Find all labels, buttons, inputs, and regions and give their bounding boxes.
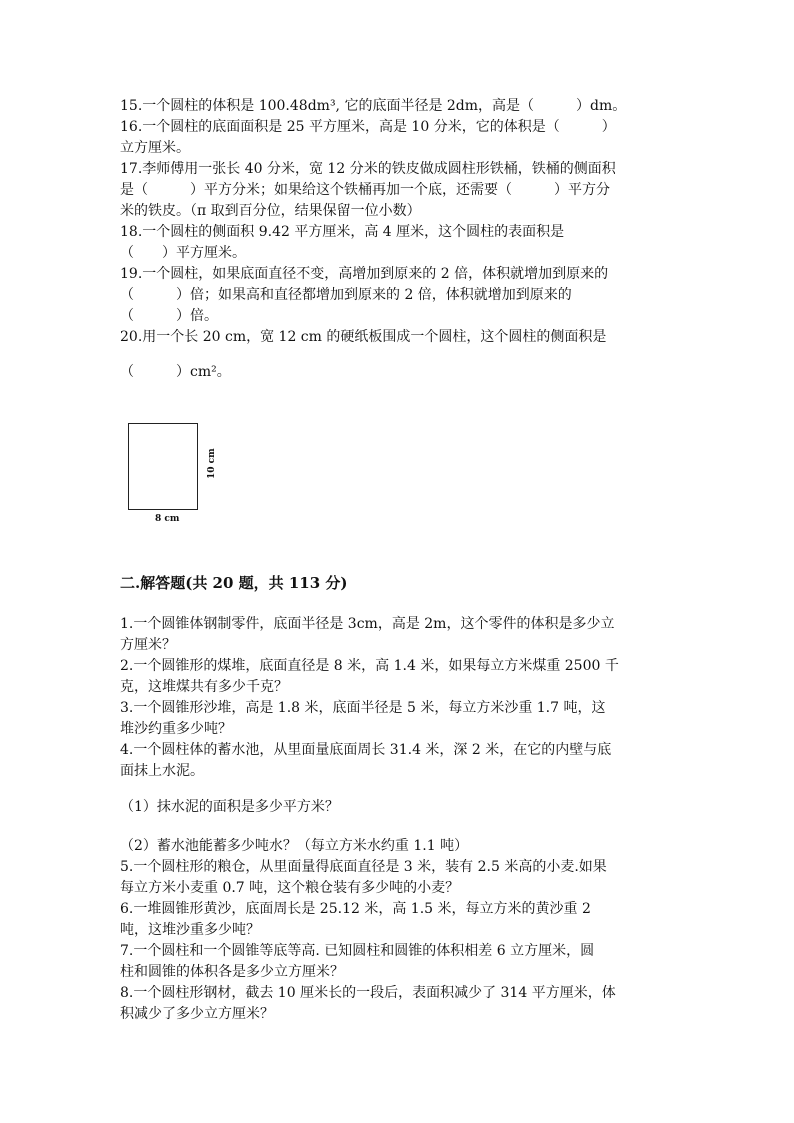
question-19-line-1: 19.一个圆柱，如果底面直径不变，高增加到原来的 2 倍，体积就增加到原来的 — [120, 266, 609, 282]
problem-7-line-1: 7.一个圆柱和一个圆锥等底等高. 已知圆柱和圆锥的体积相差 6 立方厘米，圆 — [120, 943, 595, 959]
question-20-line-2: （ ）cm²。 — [120, 364, 231, 380]
problem-2-line-2: 克，这堆煤共有多少千克？ — [120, 679, 288, 695]
height-label-container — [200, 450, 220, 480]
height-label: 10 cm — [207, 448, 217, 479]
question-15-line-1: 15.一个圆柱的体积是 100.48dm³, 它的底面半径是 2dm，高是（ ）dm。 — [120, 98, 627, 114]
question-19-line-3: （ ）倍。 — [120, 308, 218, 324]
width-label: 8 cm — [155, 514, 180, 524]
question-17-line-1: 17.李师傅用一张长 40 分米，宽 12 分米的铁皮做成圆柱形铁桶，铁桶的侧面积 — [120, 161, 616, 177]
problem-8-line-2: 积减少了多少立方厘米？ — [120, 1006, 274, 1022]
question-18-line-1: 18.一个圆柱的侧面积 9.42 平方厘米，高 4 厘米，这个圆柱的表面积是 — [120, 224, 565, 240]
problem-4-part-2: （2）蓄水池能蓄多少吨水？（每立方米水约重 1.1 吨） — [120, 838, 469, 854]
problem-5-line-1: 5.一个圆柱形的粮仓，从里面量得底面直径是 3 米，装有 2.5 米高的小麦.如果 — [120, 859, 607, 875]
question-16-line-1: 16.一个圆柱的底面面积是 25 平方厘米，高是 10 分米，它的体积是（ ） — [120, 119, 616, 135]
problem-1-line-2: 方厘米？ — [120, 637, 176, 653]
section-2-heading: 二.解答题(共 20 题，共 113 分) — [120, 574, 348, 592]
problem-4-part-1: （1）抹水泥的面积是多少平方米？ — [120, 799, 339, 815]
problem-8-line-1: 8.一个圆柱形钢材，截去 10 厘米长的一段后，表面积减少了 314 平方厘米，体 — [120, 985, 616, 1001]
problem-1-line-1: 1.一个圆锥体钢制零件，底面半径是 3cm，高是 2m，这个零件的体积是多少立 — [120, 616, 615, 632]
cardboard-rectangle-figure — [118, 415, 228, 535]
problem-3-line-1: 3.一个圆锥形沙堆，高是 1.8 米，底面半径是 5 米，每立方米沙重 1.7 吨，这 — [120, 700, 606, 716]
problem-4-line-1: 4.一个圆柱体的蓄水池，从里面量底面周长 31.4 米，深 2 米，在它的内壁与底 — [120, 742, 612, 758]
problem-2-line-1: 2.一个圆锥形的煤堆，底面直径是 8 米，高 1.4 米，如果每立方米煤重 2500 千 — [120, 658, 619, 674]
question-17-line-3: 米的铁皮。（π 取到百分位，结果保留一位小数） — [120, 203, 421, 219]
problem-4-line-2: 面抹上水泥。 — [120, 763, 204, 779]
question-20-line-1: 20.用一个长 20 cm，宽 12 cm 的硬纸板围成一个圆柱，这个圆柱的侧面积是 — [120, 329, 607, 345]
problem-7-line-2: 柱和圆锥的体积各是多少立方厘米？ — [120, 964, 344, 980]
problem-5-line-2: 每立方米小麦重 0.7 吨，这个粮仓装有多少吨的小麦？ — [120, 880, 460, 896]
rectangle-shape — [128, 423, 198, 510]
question-16-line-2: 立方厘米。 — [120, 140, 190, 156]
question-19-line-2: （ ）倍；如果高和直径都增加到原来的 2 倍，体积就增加到原来的 — [120, 287, 572, 303]
problem-3-line-2: 堆沙约重多少吨？ — [120, 721, 232, 737]
question-17-line-2: 是（ ）平方分米；如果给这个铁桶再加一个底，还需要（ ）平方分 — [120, 182, 610, 198]
problem-6-line-1: 6.一堆圆锥形黄沙，底面周长是 25.12 米，高 1.5 米，每立方米的黄沙重 2 — [120, 901, 591, 917]
question-18-line-2: （ ）平方厘米。 — [120, 245, 246, 261]
problem-6-line-2: 吨，这堆沙重多少吨？ — [120, 922, 260, 938]
